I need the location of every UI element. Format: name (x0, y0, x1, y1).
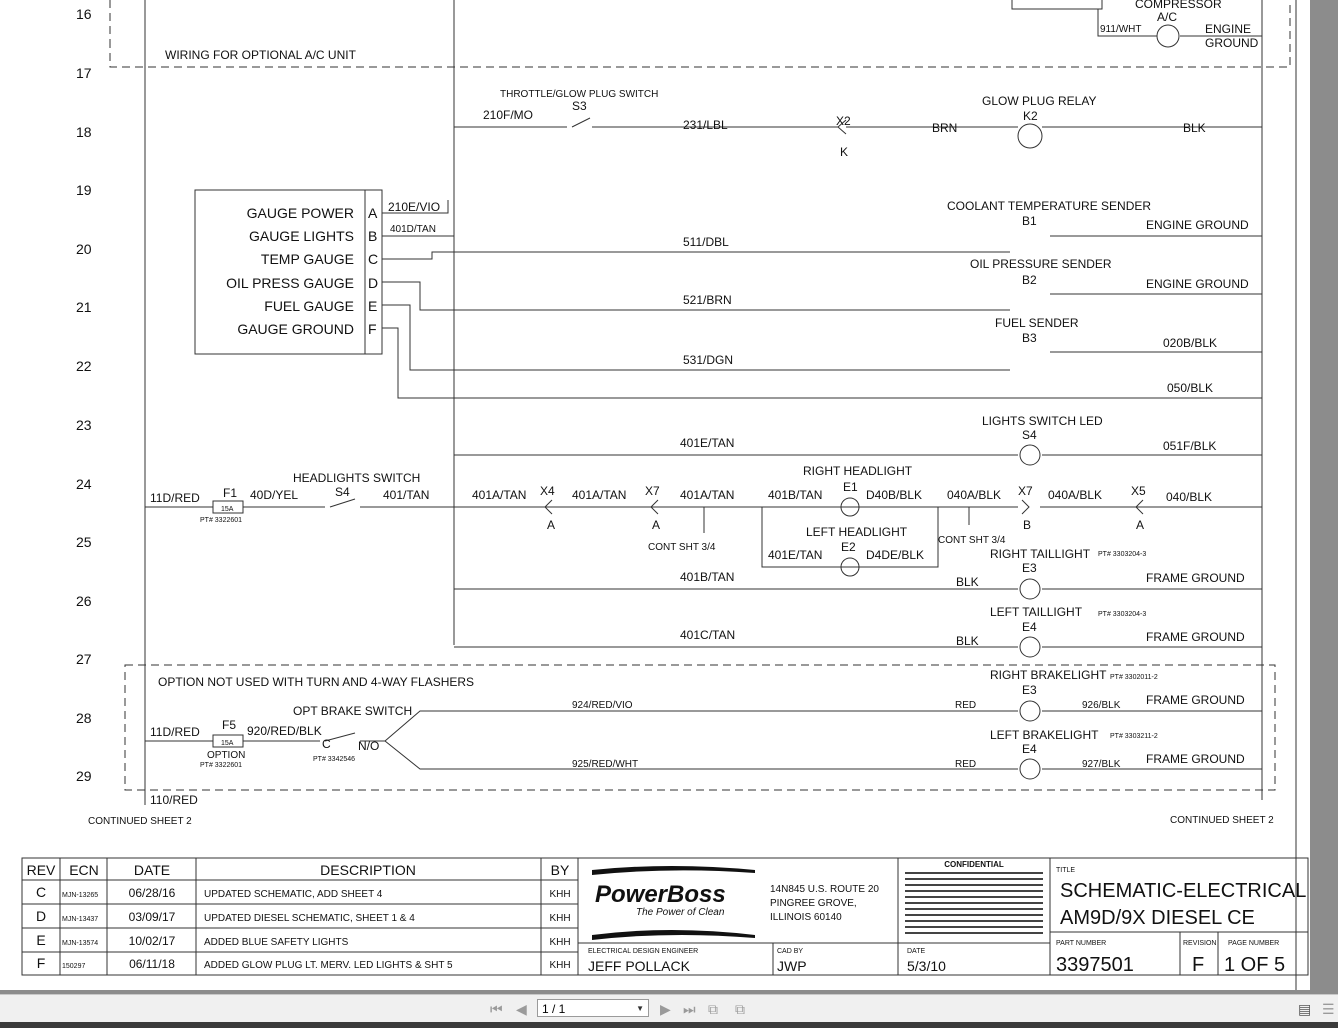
e2-label: E2 (841, 540, 856, 554)
compressor-label: COMPRESSOR (1135, 0, 1222, 11)
first-page-icon[interactable]: ⏮ (490, 1001, 503, 1017)
revision-cell: KHH (549, 913, 571, 924)
wire-label: 110/RED (150, 793, 198, 807)
gauge-item: OIL PRESS GAUGE (226, 275, 354, 291)
wire-label: 531/DGN (683, 353, 734, 367)
part-number: PT# 3303204-3 (1098, 551, 1147, 558)
engine-ground-label: ENGINE (1205, 22, 1252, 36)
wire-label: 401B/TAN (768, 488, 823, 502)
powerboss-logo (592, 866, 755, 940)
frame-ground-label: FRAME GROUND (1146, 630, 1245, 644)
row-number: 22 (76, 358, 92, 374)
revision-table (27, 862, 570, 878)
logo-text: PowerBoss (595, 881, 726, 908)
connector-label: X7 (1018, 484, 1033, 498)
page-number-input[interactable] (537, 999, 649, 1017)
revision-cell: D (35, 908, 47, 924)
part-number: PT# 3303211-2 (1110, 733, 1158, 740)
connector-pin: A (1136, 518, 1145, 532)
engineer-label: ELECTRICAL DESIGN ENGINEER (588, 948, 699, 955)
part-number: PT# 3302011-2 (1110, 674, 1158, 681)
wire-label: BLK (1183, 121, 1206, 135)
revision-cell: 10/02/17 (128, 934, 176, 948)
wire-label: 231/LBL (683, 118, 728, 132)
e3-label: E3 (1022, 561, 1037, 575)
revision-cell: MJN-13574 (62, 940, 99, 947)
date-label: DATE (907, 948, 926, 955)
led-label: LIGHTS SWITCH LED (982, 414, 1103, 428)
revision-cell: KHH (549, 960, 571, 971)
wire-label: 040/BLK (1166, 490, 1213, 504)
frame-ground-label: FRAME GROUND (1146, 571, 1245, 585)
right-brakelight-label: RIGHT BRAKELIGHT (990, 668, 1107, 682)
part-number-label: PART NUMBER (1056, 940, 1107, 947)
fuse-rating: 15A (221, 740, 234, 747)
gauge-pin: F (368, 321, 377, 337)
wire-label: 11D/RED (150, 725, 200, 739)
column-header: REV (26, 862, 56, 878)
row-number: 17 (76, 65, 92, 81)
wire-label: 040A/BLK (947, 488, 1002, 502)
wire-label: BRN (932, 121, 958, 135)
s4-label: S4 (335, 485, 350, 499)
revision-label: REVISION (1183, 940, 1217, 947)
engine-ground-label: ENGINE GROUND (1146, 277, 1249, 291)
gauge-item: FUEL GAUGE (264, 298, 354, 314)
row-number: 19 (76, 182, 92, 198)
last-page-icon[interactable]: ⏭ (683, 1001, 696, 1017)
wire-label: 210F/MO (483, 108, 534, 122)
wire-label: 401A/TAN (472, 488, 527, 502)
revision-cell: F (36, 955, 46, 971)
ac-section-title: WIRING FOR OPTIONAL A/C UNIT (165, 48, 356, 62)
fuel-sender-label: FUEL SENDER (995, 316, 1079, 330)
row-number: 25 (76, 534, 92, 550)
revision-cell: ADDED BLUE SAFETY LIGHTS (204, 937, 349, 948)
wire-label: D4DE/BLK (866, 548, 925, 562)
fuse-label: F5 (222, 718, 237, 732)
revision-cell: MJN-13265 (62, 892, 99, 899)
revision-cell: UPDATED SCHEMATIC, ADD SHEET 4 (204, 889, 383, 900)
b1-label: B1 (1022, 214, 1037, 228)
part-number: PT# 3322601 (200, 517, 243, 524)
row-number: 28 (76, 710, 92, 726)
wire-label: 401A/TAN (680, 488, 735, 502)
page-number-value: 1 OF 5 (1224, 954, 1286, 976)
row-number: 21 (76, 299, 92, 315)
confidential-label: CONFIDENTIAL (944, 860, 1004, 869)
frame-ground-label: FRAME GROUND (1146, 693, 1245, 707)
status-bar (0, 1022, 1338, 1028)
revision-cell: E (36, 932, 46, 948)
connector-label: X4 (540, 484, 555, 498)
wire-label: 925/RED/WHT (572, 759, 639, 770)
gauge-pin: C (368, 251, 379, 267)
option-note: OPTION NOT USED WITH TURN AND 4-WAY FLASHERS (158, 675, 475, 689)
continuation-label: CONT SHT 3/4 (648, 542, 716, 553)
wire-label: 920/RED/BLK (247, 724, 322, 738)
connector-pin: B (1023, 518, 1032, 532)
row-number: 27 (76, 651, 92, 667)
column-header: ECN (69, 862, 99, 878)
previous-view-icon[interactable]: ⧉ (708, 1001, 718, 1017)
column-header: BY (550, 862, 570, 878)
switch-terminal: N/O (358, 739, 380, 753)
b2-label: B2 (1022, 273, 1037, 287)
wire-label: 401B/TAN (680, 570, 735, 584)
continued-sheet-label: CONTINUED SHEET 2 (88, 816, 192, 827)
headlight-switch-label: HEADLIGHTS SWITCH (293, 471, 421, 485)
previous-page-icon[interactable]: ◀ (516, 1001, 527, 1017)
option-label: OPTION (207, 750, 246, 761)
part-number: PT# 3303204-3 (1098, 611, 1147, 618)
confidential-fine-print (905, 872, 1043, 934)
wire-label: 521/BRN (683, 293, 732, 307)
row-number: 16 (76, 6, 92, 22)
connector-pin: A (547, 518, 556, 532)
wire-label: RED (955, 759, 977, 770)
wire-label: D40B/BLK (866, 488, 923, 502)
title-label: TITLE (1056, 867, 1076, 874)
wire-label: BLK (956, 634, 979, 648)
wire-label: 911/WHT (1100, 24, 1142, 35)
wire-label: 401A/TAN (572, 488, 627, 502)
wire-label: 40D/YEL (250, 488, 299, 502)
drawing-subtitle: AM9D/9X DIESEL CE (1060, 907, 1255, 929)
e4-label: E4 (1022, 742, 1037, 756)
revision-cell: KHH (549, 889, 571, 900)
cad-label: CAD BY (777, 948, 804, 955)
connector-label: X7 (645, 484, 660, 498)
pdf-viewer-toolbar (0, 994, 1338, 1023)
gauge-item: GAUGE POWER (246, 205, 354, 221)
revision-cell: C (35, 884, 47, 900)
fuse-label: F1 (223, 486, 238, 500)
page-number-value: 1 / 1 (542, 1002, 566, 1016)
gauge-pin: E (368, 298, 378, 314)
next-view-icon[interactable]: ⧉ (735, 1001, 745, 1017)
part-number-value: 3397501 (1056, 954, 1134, 976)
connector-label: X5 (1131, 484, 1146, 498)
wire-label: 924/RED/VIO (572, 700, 633, 711)
row-numbers (76, 6, 92, 784)
left-brakelight-label: LEFT BRAKELIGHT (990, 728, 1099, 742)
gauge-pin: A (368, 205, 378, 221)
frame-ground-label: FRAME GROUND (1146, 752, 1245, 766)
next-page-icon[interactable]: ▶ (660, 1001, 671, 1017)
revision-cell: ADDED GLOW PLUG LT. MERV. LED LIGHTS & SHT 5 (204, 960, 453, 971)
e1-label: E1 (843, 480, 858, 494)
column-header: DESCRIPTION (320, 862, 416, 878)
row-number: 26 (76, 593, 92, 609)
throttle-switch-label: THROTTLE/GLOW PLUG SWITCH (500, 89, 659, 100)
engineer-name: JEFF POLLACK (588, 958, 690, 974)
address-line: 14N845 U.S. ROUTE 20 (770, 884, 879, 895)
drawing-title: SCHEMATIC-ELECTRICAL (1060, 880, 1307, 902)
wire-label: 511/DBL (683, 235, 729, 249)
wire-label: 401E/TAN (768, 548, 823, 562)
connector-label: X2 (836, 114, 851, 128)
engine-ground-label: GROUND (1205, 36, 1259, 50)
address-line: PINGREE GROVE, (770, 898, 857, 909)
logo-tagline: The Power of Clean (636, 907, 725, 918)
revision-cell: 150297 (62, 963, 86, 970)
gauge-item: TEMP GAUGE (260, 251, 354, 267)
right-taillight-label: RIGHT TAILLIGHT (990, 547, 1091, 561)
wire-label: 926/BLK (1082, 700, 1121, 711)
k2-label: K2 (1023, 109, 1038, 123)
wires (22, 0, 1308, 990)
fuse-rating: 15A (221, 506, 234, 513)
wire-label: 051F/BLK (1163, 439, 1217, 453)
chevron-down-icon[interactable]: ▼ (636, 1004, 644, 1013)
e3-label: E3 (1022, 683, 1037, 697)
wire-label: RED (955, 700, 977, 711)
row-number: 24 (76, 476, 92, 492)
s4-label: S4 (1022, 428, 1037, 442)
right-headlight-label: RIGHT HEADLIGHT (803, 464, 913, 478)
glow-relay-label: GLOW PLUG RELAY (982, 94, 1097, 108)
revision-cell: 06/11/18 (129, 957, 175, 971)
gauge-pin: B (368, 228, 378, 244)
gauge-pin: D (368, 275, 379, 291)
brake-switch-label: OPT BRAKE SWITCH (293, 704, 413, 718)
revision-cell: MJN-13437 (62, 916, 99, 923)
engine-ground-label: ENGINE GROUND (1146, 218, 1249, 232)
wire-label: 210E/VIO (388, 200, 441, 214)
row-number: 23 (76, 417, 92, 433)
continuous-view-icon[interactable]: ☰ (1322, 1001, 1335, 1017)
gauge-item: GAUGE LIGHTS (248, 228, 354, 244)
wire-label: 401/TAN (383, 488, 430, 502)
column-header: DATE (133, 862, 171, 878)
left-headlight-label: LEFT HEADLIGHT (806, 525, 908, 539)
wire-label: BLK (956, 575, 979, 589)
continued-sheet-label: CONTINUED SHEET 2 (1170, 815, 1274, 826)
connector-pin: K (840, 145, 849, 159)
left-taillight-label: LEFT TAILLIGHT (990, 605, 1083, 619)
oil-sender-label: OIL PRESSURE SENDER (970, 257, 1112, 271)
wire-label: 401D/TAN (390, 224, 436, 235)
row-number: 20 (76, 241, 92, 257)
b3-label: B3 (1022, 331, 1037, 345)
page-number-label: PAGE NUMBER (1228, 940, 1280, 947)
revision-cell: UPDATED DIESEL SCHEMATIC, SHEET 1 & 4 (204, 913, 415, 924)
wire-label: 050/BLK (1167, 381, 1214, 395)
address-line: ILLINOIS 60140 (770, 912, 842, 923)
ac-label: A/C (1157, 10, 1178, 24)
revision-cell: 06/28/16 (128, 886, 176, 900)
wire-label: 401E/TAN (680, 436, 735, 450)
wire-label: 11D/RED (150, 491, 200, 505)
wire-label: 927/BLK (1082, 759, 1121, 770)
part-number: PT# 3322601 (200, 762, 243, 769)
single-page-view-icon[interactable]: ▤ (1298, 1001, 1312, 1017)
s3-label: S3 (572, 99, 587, 113)
row-number: 29 (76, 768, 92, 784)
wire-label: 040A/BLK (1048, 488, 1103, 502)
cad-value: JWP (777, 958, 807, 974)
part-number: PT# 3342546 (313, 756, 356, 763)
row-number: 18 (76, 124, 92, 140)
gauge-item: GAUGE GROUND (237, 321, 354, 337)
wire-label: 401C/TAN (680, 628, 736, 642)
continuation-label: CONT SHT 3/4 (938, 535, 1006, 546)
connector-pin: A (652, 518, 661, 532)
coolant-sender-label: COOLANT TEMPERATURE SENDER (947, 199, 1152, 213)
revision-cell: KHH (549, 937, 571, 948)
revision-cell: 03/09/17 (128, 910, 176, 924)
revision-value: F (1192, 954, 1205, 976)
switch-terminal: C (322, 737, 331, 751)
e4-label: E4 (1022, 620, 1037, 634)
date-value: 5/3/10 (907, 958, 946, 974)
wire-label: 020B/BLK (1163, 336, 1218, 350)
